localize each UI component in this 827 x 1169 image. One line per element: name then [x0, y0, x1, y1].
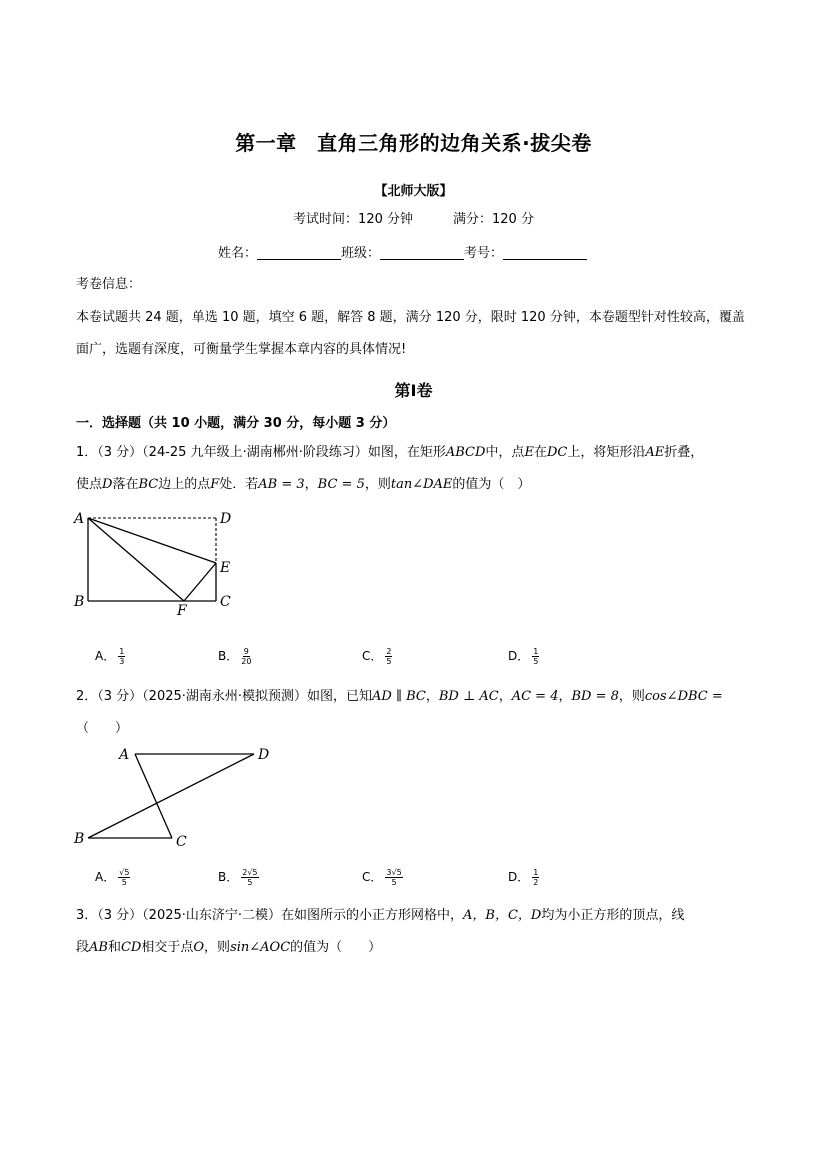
- fold-ae: [88, 518, 216, 563]
- label-d: D: [220, 511, 232, 527]
- info-title: 考卷信息：: [76, 277, 142, 292]
- section-title: 第I卷: [394, 381, 433, 400]
- label-a: A: [74, 511, 85, 527]
- edition-label: 【北师大版】: [374, 184, 453, 199]
- full-score: 满分：120 分: [453, 212, 534, 227]
- q1-option-d[interactable]: D． $\frac{1}{5}$: [508, 647, 539, 666]
- label-d: D: [258, 747, 270, 763]
- class-blank[interactable]: [380, 245, 464, 260]
- label-b: B: [74, 594, 85, 610]
- number-label: 考号：: [464, 246, 504, 261]
- number-blank[interactable]: [503, 245, 587, 260]
- label-e: E: [220, 560, 231, 576]
- student-fields: [218, 242, 587, 261]
- part-title: 一．选择题（共 10 小题，满分 30 分，每小题 3 分）: [76, 416, 396, 431]
- q2-line-2: （ ）: [76, 721, 129, 736]
- q2-figure: [70, 740, 290, 855]
- q2-option-a[interactable]: A． $\frac{√5}{5}$: [95, 868, 130, 887]
- segment-fe: [184, 563, 216, 601]
- q2-option-c[interactable]: C． $\frac{3√5}{5}$: [362, 868, 402, 887]
- label-f: F: [177, 603, 187, 619]
- info-line-2: 面广，选题有深度，可衡量学生掌握本章内容的具体情况!: [76, 342, 407, 357]
- segment-ac: [135, 754, 172, 838]
- q2-line-1: 2．（3 分）（2025·湖南永州·模拟预测）如图，已知AD ∥ BC，BD ⊥ AC，AC = 4，BD = 8，则cos∠DBC =: [76, 689, 723, 704]
- q1-option-b[interactable]: B． $\frac{9}{20}$: [218, 647, 252, 666]
- class-label: 班级：: [341, 246, 381, 261]
- q1-figure: [70, 505, 240, 620]
- label-a: A: [119, 747, 130, 763]
- q3-line-1: 3．（3 分）（2025·山东济宁·二模）在如图所示的小正方形网格中，A，B，C，D均为小正方形的顶点，线: [76, 908, 685, 923]
- label-c: C: [176, 834, 187, 850]
- q1-line-1: 1．（3 分）（24-25 九年级上·湖南郴州·阶段练习）如图，在矩形ABCD中，点E在DC上，将矩形沿AE折叠，: [76, 445, 704, 460]
- q3-line-2: 段AB和CD相交于点O，则sin∠AOC的值为（ ）: [76, 940, 382, 955]
- q2-option-d[interactable]: D． $\frac{1}{2}$: [508, 868, 539, 887]
- segment-bd: [88, 754, 254, 838]
- label-c: C: [220, 594, 231, 610]
- q1-option-a[interactable]: A． $\frac{1}{3}$: [95, 647, 125, 666]
- label-b: B: [74, 831, 85, 847]
- page-title: 第一章 直角三角形的边角关系·拔尖卷: [235, 131, 592, 155]
- segment-af: [88, 518, 184, 601]
- name-blank[interactable]: [257, 245, 341, 260]
- q1-line-2: 使点D落在BC边上的点F处．若AB = 3，BC = 5，则tan∠DAE的值为（ ）: [76, 477, 531, 492]
- info-line-1: 本卷试题共 24 题，单选 10 题，填空 6 题，解答 8 题，满分 120 分，限时 120 分钟，本卷题型针对性较高，覆盖: [76, 310, 745, 325]
- name-label: 姓名：: [218, 246, 258, 261]
- q2-option-b[interactable]: B． $\frac{2√5}{5}$: [218, 868, 258, 887]
- exam-time: 考试时间：120 分钟: [293, 212, 413, 227]
- q1-option-c[interactable]: C． $\frac{2}{5}$: [362, 647, 392, 666]
- exam-info: [0, 208, 827, 227]
